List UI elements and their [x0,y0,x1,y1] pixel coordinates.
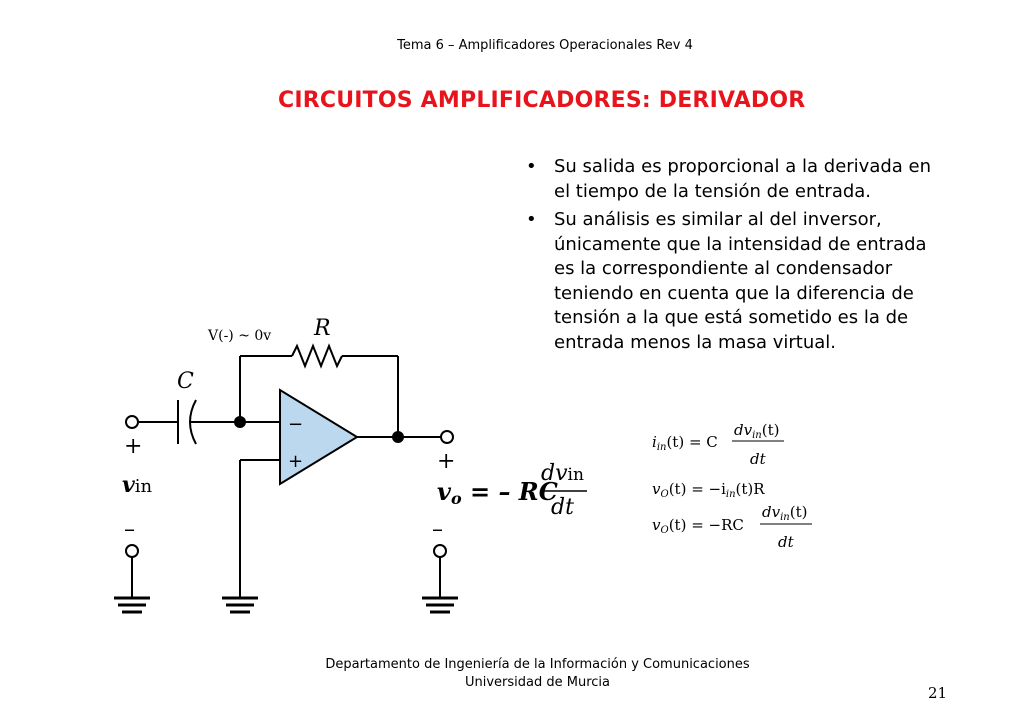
resistor-label: R [314,316,331,341]
eq3-denominator: dt [778,533,794,551]
equation-output-current [652,480,765,500]
bullet-marker: • [526,209,537,230]
ground-symbol [422,598,458,612]
output-terminal-bottom [434,545,446,557]
ground-symbol [114,598,150,612]
equations-block [640,410,840,560]
eq1-denominator: dt [750,450,766,468]
input-terminal-bottom [126,545,138,557]
input-minus-sign: – [124,517,135,542]
bullet-text: Su análisis es similar al del inversor, únicamente que la intensidad de entrada es la correspondiente al condensador teniendo en cuenta que la diferencia de tensión a la que está sometido es la de entrada menos la masa virtual. [554,209,927,353]
eq1-numerator: $dv_{in}(t)$ [734,421,780,441]
vminus-note: V(-) ~ 0v [208,328,272,344]
input-voltage-label: vin [122,472,153,498]
output-plus-sign: + [437,449,456,474]
output-formula-numerator: dvin [541,461,584,486]
capacitor-label: C [177,369,194,394]
eq2-expression: $v_O(t) = -i_{in}(t)R$ [652,480,765,500]
bullet-marker: • [526,156,537,177]
output-formula-lhs: vo = – RC [437,477,558,508]
eq3-lhs: $v_O(t) = -RC$ [652,516,744,536]
junction-dot-input [234,416,246,428]
output-formula [437,461,587,520]
output-terminal-top [441,431,453,443]
bullet-item [522,155,952,204]
page-number: 21 [928,684,948,702]
junction-dot-output [392,431,404,443]
input-terminal-top [126,416,138,428]
resistor-symbol [292,346,342,366]
opamp-minus-sign: − [288,414,304,435]
input-plus-sign: + [124,434,143,459]
differentiator-circuit-diagram [0,300,600,620]
page-header: Tema 6 – Amplificadores Operacionales Rev 4 [397,38,693,53]
page-title: CIRCUITOS AMPLIFICADORES: DERIVADOR [278,88,806,113]
opamp-plus-sign: + [288,451,304,472]
footer-university: Universidad de Murcia [464,675,610,690]
equation-output-derivative [652,503,812,551]
eq1-lhs: $i_{in}(t) = C$ [652,433,718,453]
ground-symbol [222,598,258,612]
output-formula-denominator: dt [551,495,574,520]
output-minus-sign: – [432,517,443,542]
page-footer [0,656,1030,692]
equation-current [652,421,784,468]
bullet-text: Su salida es proporcional a la derivada en el tiempo de la tensión de entrada. [554,156,932,202]
footer-department: Departamento de Ingeniería de la Información y Comunicaciones [325,657,750,672]
eq3-numerator: $dv_{in}(t)$ [762,503,808,523]
